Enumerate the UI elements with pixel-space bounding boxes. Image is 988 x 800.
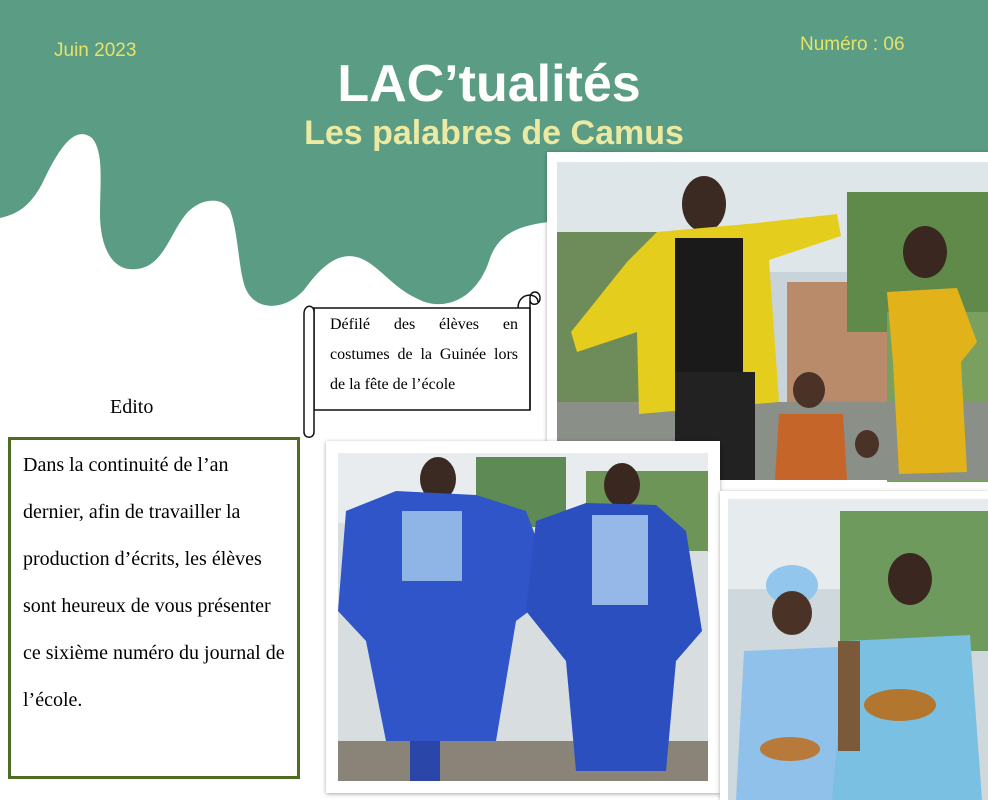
- issue-number: Numéro : 06: [800, 34, 905, 55]
- photo-light-blue-costumes: [720, 491, 988, 800]
- edito-text: Dans la continuité de l’an dernier, afin de travailler la production d’écrits, les élèves sont heureux de vous présenter ce sixième numéro du journal de l’école.: [23, 454, 285, 711]
- edito-heading: Edito: [110, 396, 154, 418]
- issue-date: Juin 2023: [54, 40, 137, 61]
- photo-caption: Défilé des élèves en costumes de la Guinée lors de la fête de l’école: [330, 316, 518, 393]
- photo-blue-boubous: [326, 441, 720, 793]
- edito-box: [8, 437, 300, 779]
- newsletter-title: LAC’tualités: [337, 55, 641, 113]
- newsletter-subtitle: Les palabres de Camus: [304, 114, 684, 152]
